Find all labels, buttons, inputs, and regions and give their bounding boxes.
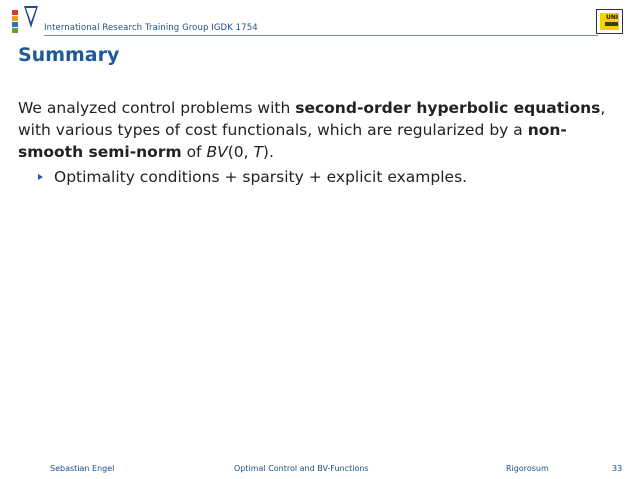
footer-page-number: 33 (612, 464, 623, 473)
slide-footer (0, 462, 638, 476)
university-logo-icon (596, 9, 623, 34)
summary-text-3: of (181, 143, 207, 161)
summary-bold-2: non-smooth semi-norm (18, 121, 567, 161)
summary-text-5: ). (262, 143, 274, 161)
footer-event: Rigorosum (506, 464, 549, 473)
bullet-text: Optimality conditions + sparsity + explicit examples. (54, 168, 468, 186)
igdk-logo-icon (12, 6, 40, 34)
bullet-item (38, 166, 467, 188)
footer-talk-title: Optimal Control and BV-Functions (234, 464, 369, 473)
summary-bold-1: second-order hyperbolic equations (295, 99, 601, 117)
header-group-name: International Research Training Group IGDK 1754 (44, 23, 258, 33)
header-divider (44, 35, 598, 36)
summary-text-4: (0, (227, 143, 254, 161)
logo-uni-mark: UNI (606, 14, 619, 21)
summary-math-bv: BV (206, 143, 228, 161)
slide-title: Summary (18, 44, 120, 66)
summary-text-1: We analyzed control problems with (18, 99, 296, 117)
bullet-triangle-icon (38, 174, 43, 180)
summary-paragraph (18, 97, 618, 163)
summary-math-t: T (253, 143, 263, 161)
summary-text-2: , with various types of cost functionals, which are regularized by a (18, 99, 606, 139)
footer-author: Sebastian Engel (50, 464, 115, 473)
logo-subbar (605, 22, 618, 26)
slide-body (18, 97, 618, 163)
